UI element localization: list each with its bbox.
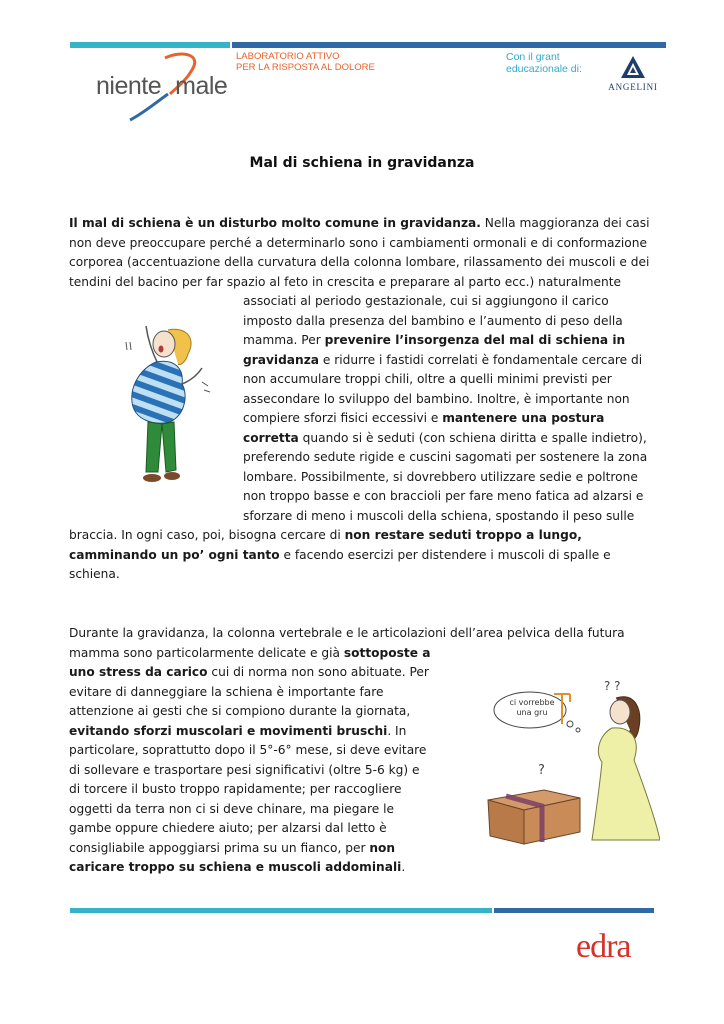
text-run: non troppo basse e con braccioli per fare meno fatica ad alzarsi e bbox=[243, 489, 644, 503]
text-line bbox=[69, 663, 429, 683]
text-run: gambe oppure chiedere aiuto; per alzarsi dal letto è bbox=[69, 821, 387, 835]
text-run: consigliabile appoggiarsi prima su un fianco, per bbox=[69, 840, 370, 855]
bold-run: prevenire l’insorgenza del mal di schiena in bbox=[324, 333, 626, 347]
text-run: preferendo sedute rigide e cuscini sagomati per sostenere la zona bbox=[243, 450, 648, 464]
text-line bbox=[69, 722, 406, 742]
text-line bbox=[69, 741, 426, 761]
text-run: di sollevare e trasportare pesi significativi (oltre 5-6 kg) e bbox=[69, 762, 420, 777]
lab-tagline bbox=[236, 51, 375, 73]
bold-run: evitando sforzi muscolari e movimenti bruschi bbox=[69, 723, 388, 738]
grant-note-line2: educazionale di: bbox=[506, 63, 582, 75]
text-run: Nella maggioranza dei casi bbox=[480, 216, 650, 230]
text-run: oggetti da terra non ci si deve chinare, ma piegare le bbox=[69, 801, 394, 816]
bold-run: camminando un po’ ogni tanto bbox=[69, 547, 280, 562]
text-line bbox=[243, 331, 625, 351]
logo-wordmark bbox=[96, 72, 227, 101]
text-line bbox=[69, 214, 650, 234]
logo-right-word: male bbox=[175, 72, 228, 100]
text-line bbox=[243, 409, 604, 429]
text-line bbox=[69, 702, 410, 722]
grant-note bbox=[506, 51, 582, 75]
thought-bubble-text bbox=[502, 698, 562, 718]
edra-logo: edra bbox=[576, 928, 631, 965]
text-line bbox=[69, 273, 621, 293]
text-run: tendini del bacino per far spazio al feto in crescita e preparare al parto ecc.) naturalmente bbox=[69, 274, 622, 289]
text-line bbox=[69, 819, 387, 839]
text-run: quando si è seduti (con schiena diritta e spalle indietro), bbox=[298, 430, 647, 445]
text-line bbox=[243, 292, 609, 312]
bold-run: Il mal di schiena è un disturbo molto comune in gravidanza. bbox=[69, 216, 481, 230]
text-run: schiena. bbox=[69, 567, 120, 581]
pregnant-woman-illustration bbox=[118, 322, 218, 511]
text-run: compiere sforzi fisici eccessivi e bbox=[243, 411, 443, 425]
text-run: non accumulare troppi chili, oltre a quelli minimi previsti per bbox=[243, 372, 612, 386]
text-run: mamma. Per bbox=[243, 333, 325, 347]
text-line bbox=[243, 312, 623, 332]
text-run: sforzare di meno i muscoli della schiena, spostando il peso sulle bbox=[243, 508, 635, 523]
logo-left-word: niente bbox=[96, 72, 162, 100]
heavy-box-illustration bbox=[484, 672, 660, 854]
bold-run: mantenere una postura bbox=[442, 411, 605, 425]
bold-run: caricare troppo su schiena e muscoli addominali bbox=[69, 860, 402, 874]
text-line bbox=[69, 800, 394, 820]
thought-bubble-line2: una gru bbox=[516, 708, 548, 717]
text-line bbox=[69, 683, 383, 703]
bold-run: non bbox=[369, 840, 396, 855]
text-line bbox=[69, 234, 647, 254]
text-run: e ridurre i fastidi correlati è fondamentale cercare di bbox=[319, 352, 643, 367]
header-accent-bar-cyan bbox=[70, 42, 230, 48]
text-run: non deve preoccupare perché a determinarlo sono i cambiamenti ormonali e di conformazione bbox=[69, 235, 647, 250]
text-line bbox=[243, 429, 647, 449]
bold-run: sottoposte a bbox=[343, 645, 431, 660]
thought-bubble-line1: ci vorrebbe bbox=[509, 698, 555, 707]
text-run: particolare, soprattutto dopo il 5°-6° mese, si deve evitare bbox=[69, 743, 427, 757]
text-run: imposto dalla presenza del bambino e l’aumento di peso della bbox=[243, 313, 623, 328]
text-run: di torcere il busto troppo rapidamente; per raccogliere bbox=[69, 782, 402, 796]
text-run: Durante la gravidanza, la colonna vertebrale e le articolazioni dell’area pelvica della futura bbox=[69, 626, 625, 640]
text-run: . In bbox=[387, 723, 407, 738]
text-run: . bbox=[401, 860, 406, 874]
text-run: associati al periodo gestazionale, cui si aggiungono il carico bbox=[243, 294, 609, 308]
lab-tagline-line2: PER LA RISPOSTA AL DOLORE bbox=[236, 62, 375, 73]
text-line bbox=[69, 546, 611, 566]
footer-accent-bar-blue bbox=[494, 908, 654, 913]
text-line bbox=[69, 253, 649, 273]
pregnant-woman-backache-icon bbox=[118, 322, 218, 507]
grant-note-line1: Con il grant bbox=[506, 51, 560, 63]
page-title: Mal di schiena in gravidanza bbox=[249, 155, 475, 171]
text-run: e facendo esercizi per distendere i muscoli di spalle e bbox=[279, 547, 611, 562]
bold-run: non restare seduti troppo a lungo, bbox=[344, 528, 582, 542]
bold-run: gravidanza bbox=[243, 352, 320, 367]
angelini-logo bbox=[620, 55, 646, 83]
angelini-triangle-icon bbox=[620, 55, 646, 79]
text-line bbox=[69, 858, 405, 878]
lab-tagline-line1: LABORATORIO ATTIVO bbox=[236, 51, 340, 62]
bold-run: uno stress da carico bbox=[69, 665, 208, 679]
text-run: lombare. Possibilmente, si dovrebbero utilizzare sedie e poltrone bbox=[243, 469, 638, 484]
header-accent-bar-blue bbox=[232, 42, 666, 48]
footer-accent-bar-cyan bbox=[70, 908, 492, 913]
text-line bbox=[243, 370, 612, 390]
text-line bbox=[69, 565, 120, 585]
angelini-wordmark: ANGELINI bbox=[608, 82, 658, 92]
text-line bbox=[69, 526, 582, 546]
text-line bbox=[243, 448, 647, 468]
text-run: assecondare lo sviluppo del bambino. Inoltre, è importante non bbox=[243, 391, 630, 406]
text-line bbox=[243, 487, 643, 507]
text-run: attenzione ai gesti che si compiono durante la giornata, bbox=[69, 704, 411, 718]
text-line bbox=[243, 507, 634, 527]
text-run: braccia. In ogni caso, poi, bisogna cercare di bbox=[69, 528, 345, 542]
text-run: mamma sono particolarmente delicate e già bbox=[69, 645, 344, 660]
text-line bbox=[69, 839, 395, 859]
bold-run: corretta bbox=[243, 430, 299, 445]
text-line bbox=[243, 390, 630, 410]
text-line bbox=[69, 644, 430, 664]
text-line bbox=[243, 351, 642, 371]
text-line bbox=[69, 761, 420, 781]
text-line bbox=[243, 468, 638, 488]
text-line bbox=[69, 780, 402, 800]
text-run: corporea (accentuazione della curvatura della colonna lombare, rilassamento dei muscoli e dei bbox=[69, 255, 650, 269]
svg-text:?: ? bbox=[538, 763, 545, 778]
text-run: cui di norma non sono abituate. Per bbox=[207, 665, 429, 679]
svg-text:? ?: ? ? bbox=[604, 679, 621, 693]
text-run: evitare di danneggiare la schiena è importante fare bbox=[69, 684, 384, 699]
text-line bbox=[69, 624, 625, 644]
